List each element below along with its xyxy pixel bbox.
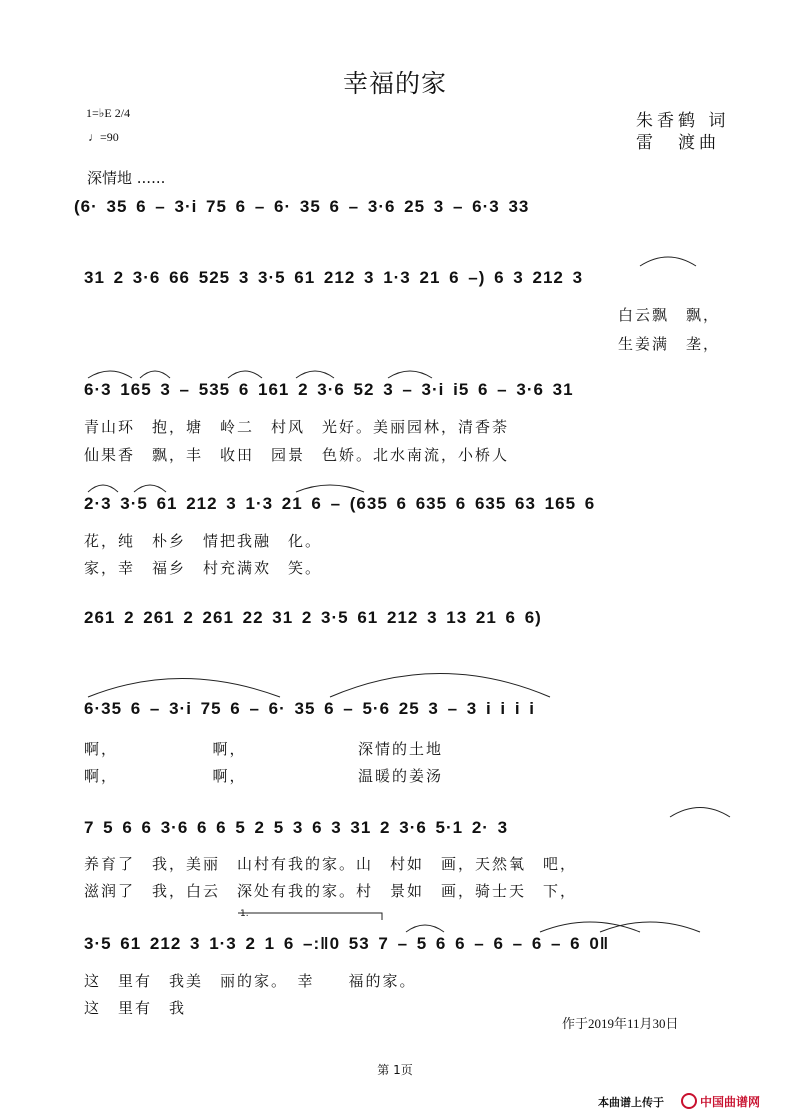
tempo-marking: ♩=90: [88, 130, 119, 144]
lyric-line-6a: 啊， 啊， 深情的土地: [84, 740, 444, 758]
notation-line-6: 6·35 6 – 3·i 75 6 – 6· 35 6 – 5·6 25 3 – 3 i i i i: [84, 699, 536, 718]
lyric-line-7b: 滋润了 我，白云 深处有我的家。村 景如 画，骑士天 下，: [84, 882, 578, 900]
key-signature: 1=♭E 2/4: [86, 106, 131, 120]
lyric-line-4a: 花，纯 朴乡 情把我融 化。: [84, 532, 323, 550]
svg-text:中国曲谱网: 中国曲谱网: [700, 1095, 761, 1109]
notation-line-5: 261 2 261 2 261 22 31 2 3·5 61 212 3 13 21 6 6): [84, 608, 542, 627]
composition-date: 作于2019年11月30日: [562, 1016, 679, 1031]
notation-line-7: 7 5 6 6 3·6 6 6 5 2 5 3 6 3 31 2 3·6 5·1 2· 3: [84, 818, 509, 837]
lyric-line-8a: 这 里有 我美 丽的家。 幸 福的家。: [84, 972, 417, 990]
lyricist-credit: 朱香鹤 词: [636, 111, 730, 131]
lyric-line-8b: 这 里有 我: [84, 999, 187, 1017]
volta-label: 1.: [240, 909, 249, 919]
lyric-line-3b: 仙果香 飘，丰 收田 园景 色娇。北水南流，小桥人: [84, 446, 510, 464]
song-title: 幸福的家: [342, 69, 447, 98]
notation-line-1: (6· 35 6 – 3·i 75 6 – 6· 35 6 – 3·6 25 3 – 6·3 33: [74, 197, 530, 216]
lyric-line-2b: 生姜满 垄，: [618, 335, 721, 353]
notation-line-2: 31 2 3·6 66 525 3 3·5 61 212 3 1·3 21 6 –) 6 3 212 3: [84, 268, 584, 287]
lyric-line-2a: 白云飘 飘，: [618, 306, 721, 324]
notation-line-3: 6·3 165 3 – 535 6 161 2 3·6 52 3 – 3·i i5 6 – 3·6 31: [84, 380, 574, 399]
notation-line-8: 3·5 61 212 3 1·3 2 1 6 –:‖0 53 7 – 5 6 6 – 6 – 6 – 6 0‖: [84, 934, 610, 953]
lyric-line-7a: 养育了 我，美丽 山村有我的家。山 村如 画，天然氧 吧，: [84, 855, 578, 873]
lyric-line-6b: 啊， 啊， 温暖的姜汤: [84, 767, 444, 785]
lyric-line-4b: 家，幸 福乡 村充满欢 笑。: [84, 559, 323, 577]
lyric-line-3a: 青山环 抱，塘 岭二 村风 光好。美丽园林，清香荼: [84, 418, 510, 436]
page-number: 第 1页: [377, 1063, 413, 1077]
expression-marking: 深情地 ......: [87, 169, 166, 187]
notation-line-4: 2·3 3·5 61 212 3 1·3 21 6 – (635 6 635 6 635 63 165 6: [84, 494, 596, 513]
upload-note: 本曲谱上传于: [598, 1096, 664, 1109]
composer-credit: 雷 渡曲: [636, 133, 720, 153]
